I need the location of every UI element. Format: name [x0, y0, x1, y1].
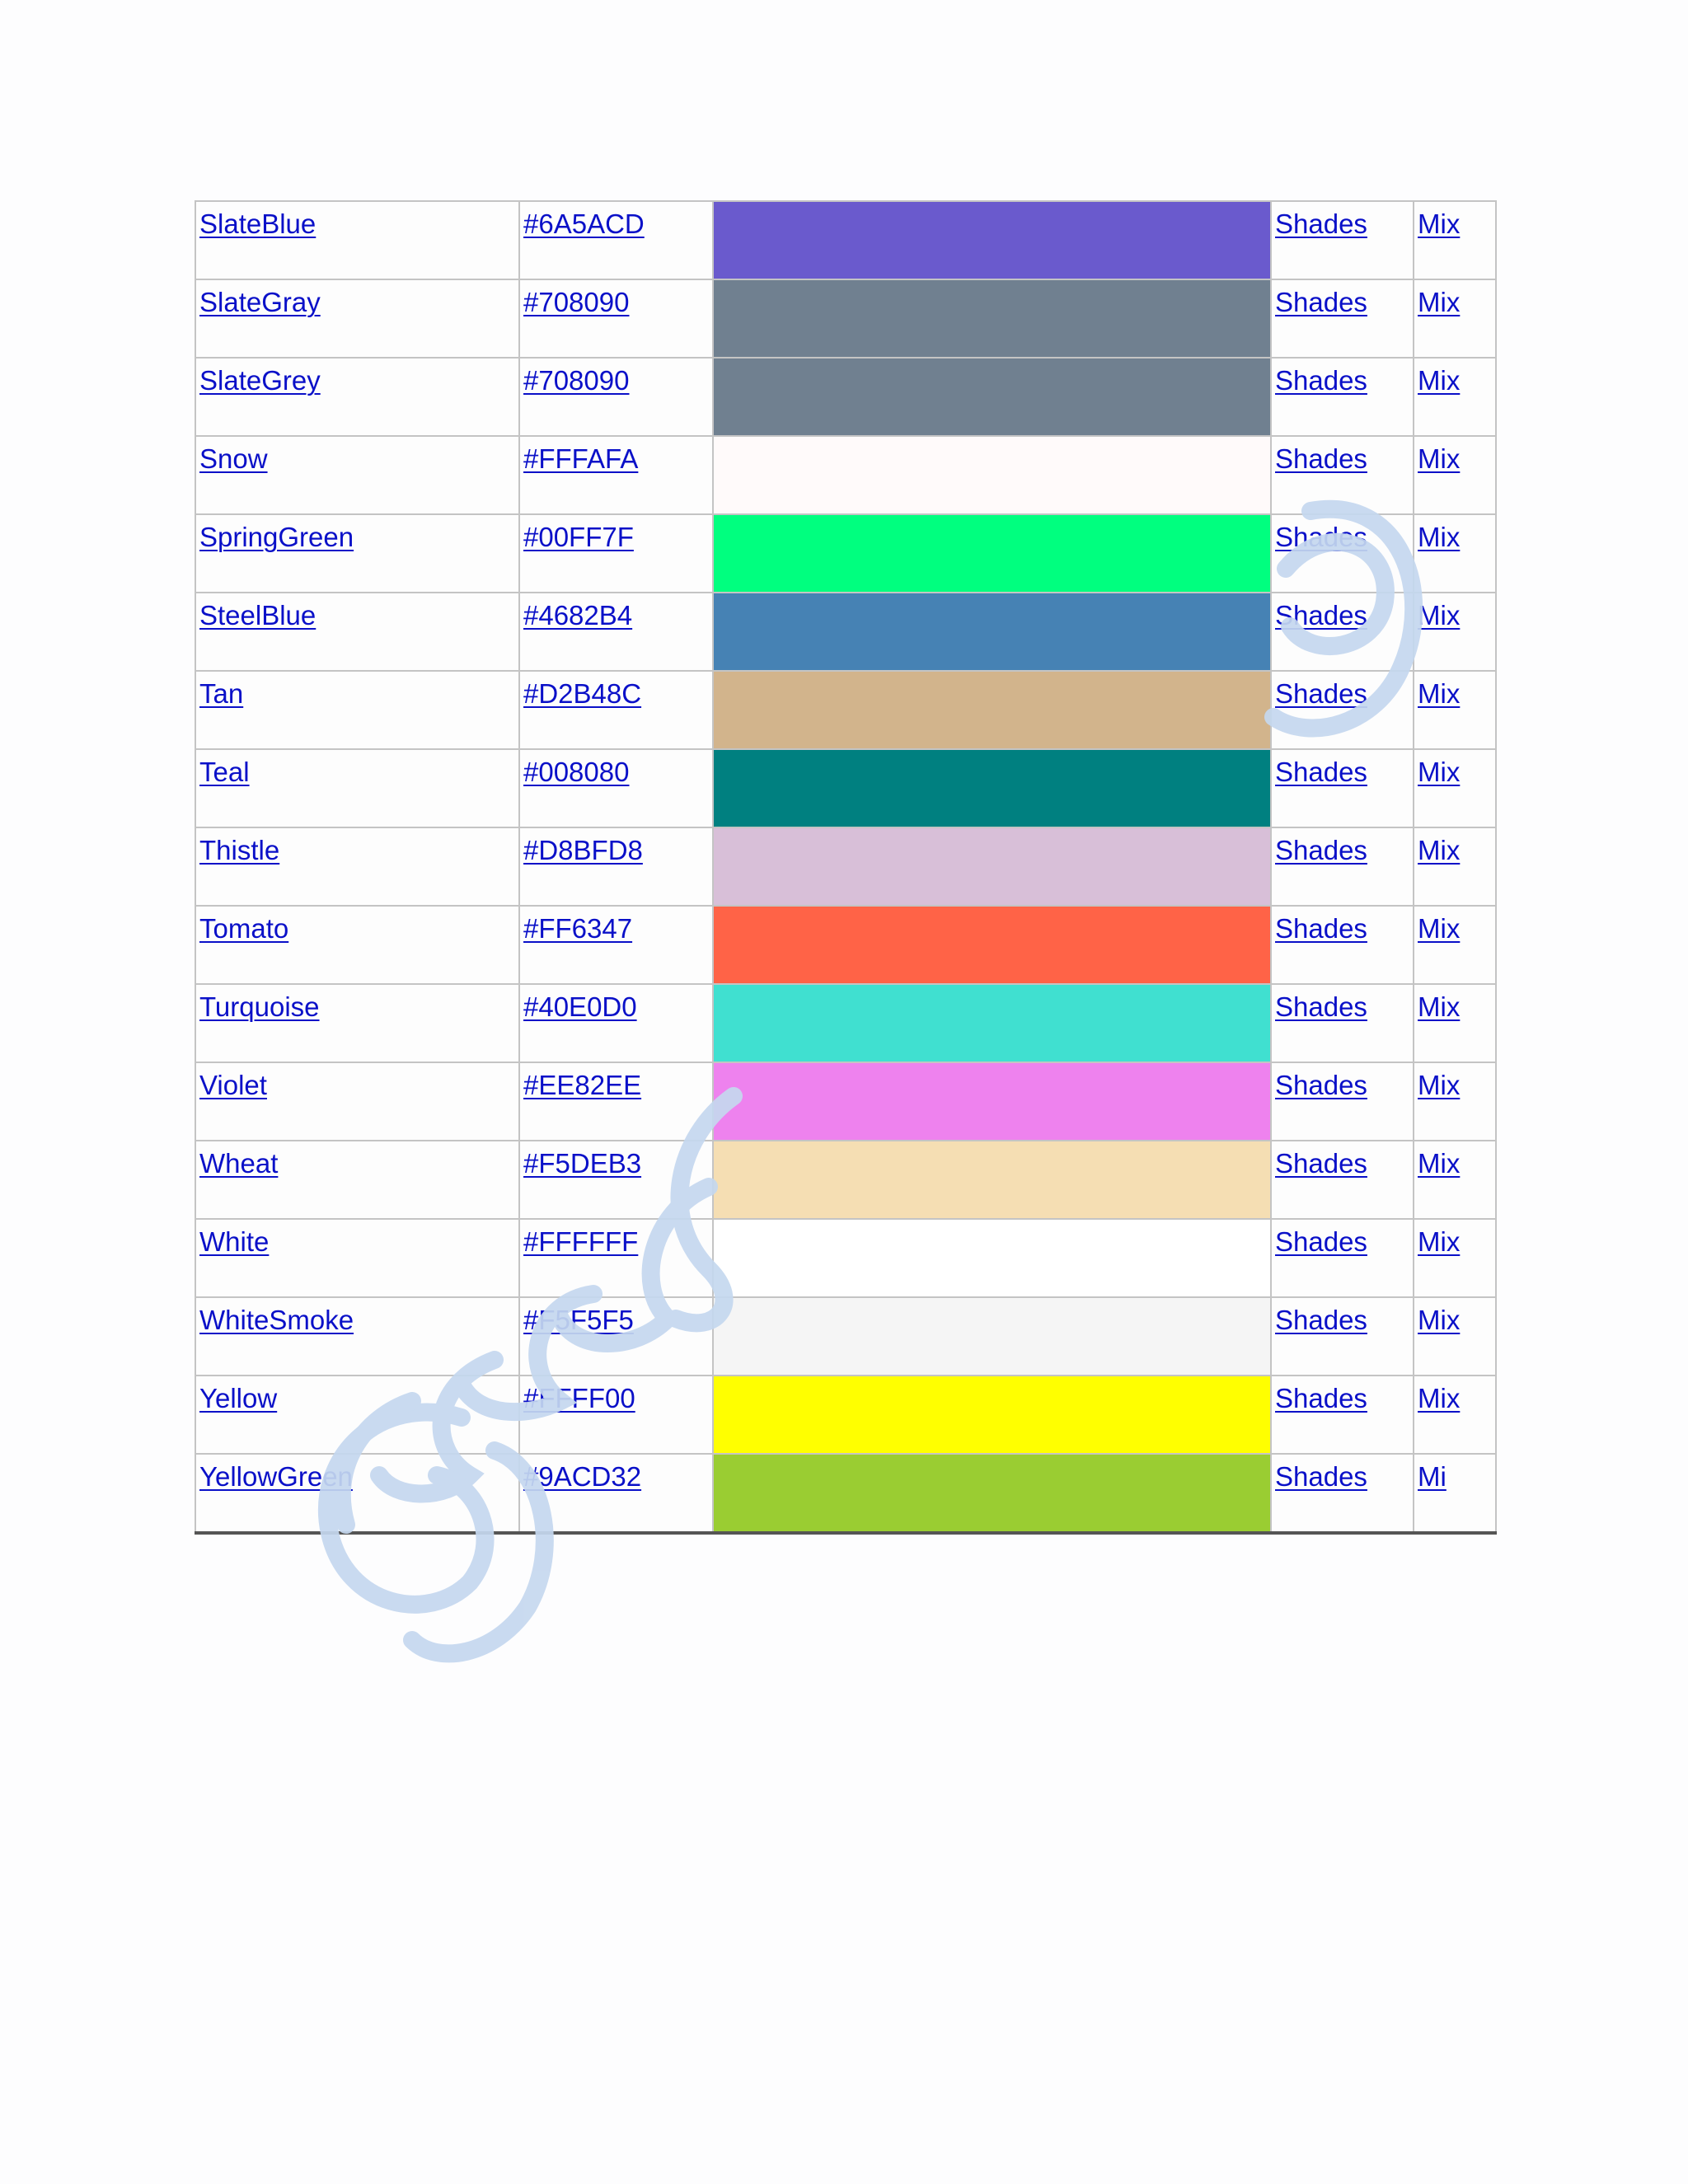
mix-link[interactable]: Mix [1418, 1383, 1461, 1413]
color-table-body [195, 201, 1496, 1533]
shades-cell [1271, 279, 1414, 358]
color-name-cell [195, 749, 519, 827]
hex-code-link[interactable]: #F5DEB3 [523, 1148, 642, 1179]
mix-link[interactable]: Mix [1418, 913, 1461, 944]
shades-cell [1271, 749, 1414, 827]
mix-link[interactable]: Mix [1418, 991, 1461, 1022]
color-swatch [714, 1220, 1270, 1296]
color-name-cell [195, 436, 519, 514]
color-name-cell [195, 1062, 519, 1141]
mix-cell [1414, 436, 1496, 514]
mix-cell [1414, 279, 1496, 358]
color-name-link[interactable]: Turquoise [199, 991, 320, 1022]
mix-cell [1414, 749, 1496, 827]
mix-link[interactable]: Mix [1418, 443, 1461, 474]
mix-link[interactable]: Mix [1418, 600, 1461, 630]
hex-code-link[interactable]: #FF6347 [523, 913, 633, 944]
color-name-cell [195, 279, 519, 358]
hex-code-link[interactable]: #EE82EE [523, 1070, 642, 1100]
color-name-cell [195, 1219, 519, 1297]
mix-cell [1414, 593, 1496, 671]
mix-link[interactable]: Mix [1418, 757, 1461, 787]
table-row [195, 201, 1496, 279]
swatch-cell [713, 1297, 1271, 1376]
mix-link[interactable]: Mi [1418, 1461, 1447, 1492]
swatch-cell [713, 1219, 1271, 1297]
hex-code-link[interactable]: #FFFFFF [523, 1226, 639, 1257]
table-row [195, 1062, 1496, 1141]
shades-cell [1271, 906, 1414, 984]
shades-link[interactable]: Shades [1275, 835, 1367, 865]
shades-link[interactable]: Shades [1275, 1383, 1367, 1413]
table-row [195, 827, 1496, 906]
hex-code-link[interactable]: #708090 [523, 287, 630, 317]
swatch-cell [713, 201, 1271, 279]
color-name-link[interactable]: SteelBlue [199, 600, 316, 630]
table-row [195, 593, 1496, 671]
swatch-cell [713, 1062, 1271, 1141]
mix-link[interactable]: Mix [1418, 209, 1461, 239]
color-name-link[interactable]: SpringGreen [199, 522, 354, 552]
table-row [195, 1454, 1496, 1533]
swatch-cell [713, 906, 1271, 984]
color-name-cell [195, 1297, 519, 1376]
table-row [195, 279, 1496, 358]
shades-link[interactable]: Shades [1275, 209, 1367, 239]
table-row [195, 436, 1496, 514]
swatch-cell [713, 1141, 1271, 1219]
mix-link[interactable]: Mix [1418, 1070, 1461, 1100]
shades-cell [1271, 1141, 1414, 1219]
color-swatch [714, 437, 1270, 513]
color-swatch [714, 280, 1270, 357]
shades-cell [1271, 1454, 1414, 1533]
shades-cell [1271, 436, 1414, 514]
swatch-cell [713, 436, 1271, 514]
mix-link[interactable]: Mix [1418, 678, 1461, 709]
mix-cell [1414, 514, 1496, 593]
color-name-cell [195, 827, 519, 906]
shades-cell [1271, 1297, 1414, 1376]
mix-cell [1414, 827, 1496, 906]
mix-cell [1414, 1062, 1496, 1141]
hex-code-cell [519, 1219, 713, 1297]
color-swatch [714, 1141, 1270, 1218]
hex-code-link[interactable]: #00FF7F [523, 522, 634, 552]
hex-code-cell [519, 749, 713, 827]
table-row [195, 984, 1496, 1062]
mix-link[interactable]: Mix [1418, 1226, 1461, 1257]
color-swatch [714, 985, 1270, 1062]
shades-link[interactable]: Shades [1275, 1070, 1367, 1100]
shades-link[interactable]: Shades [1275, 443, 1367, 474]
table-row [195, 1376, 1496, 1454]
hex-code-cell [519, 1062, 713, 1141]
hex-code-cell [519, 1454, 713, 1533]
swatch-cell [713, 984, 1271, 1062]
hex-code-cell [519, 279, 713, 358]
color-name-link[interactable]: SlateBlue [199, 209, 316, 239]
color-name-cell [195, 984, 519, 1062]
hex-code-cell [519, 201, 713, 279]
color-name-cell [195, 1454, 519, 1533]
hex-code-cell [519, 436, 713, 514]
color-swatch [714, 1298, 1270, 1375]
mix-cell [1414, 1454, 1496, 1533]
shades-link[interactable]: Shades [1275, 522, 1367, 552]
color-name-link[interactable]: Wheat [199, 1148, 279, 1179]
color-swatch [714, 1376, 1270, 1453]
table-row [195, 1141, 1496, 1219]
color-name-cell [195, 201, 519, 279]
hex-code-cell [519, 593, 713, 671]
hex-code-link[interactable]: #9ACD32 [523, 1461, 642, 1492]
color-name-link[interactable]: YellowGreen [199, 1461, 353, 1492]
mix-cell [1414, 1297, 1496, 1376]
shades-cell [1271, 358, 1414, 436]
color-name-link[interactable]: Thistle [199, 835, 280, 865]
hex-code-cell [519, 906, 713, 984]
table-row [195, 906, 1496, 984]
table-row [195, 1219, 1496, 1297]
hex-code-cell [519, 984, 713, 1062]
mix-link[interactable]: Mix [1418, 365, 1461, 396]
color-name-link[interactable]: Tan [199, 678, 244, 709]
hex-code-link[interactable]: #40E0D0 [523, 991, 637, 1022]
mix-cell [1414, 1141, 1496, 1219]
color-name-link[interactable]: SlateGray [199, 287, 321, 317]
color-swatch [714, 750, 1270, 827]
hex-code-cell [519, 671, 713, 749]
color-table [195, 200, 1497, 1535]
color-name-link[interactable]: SlateGrey [199, 365, 321, 396]
color-swatch [714, 907, 1270, 983]
mix-cell [1414, 201, 1496, 279]
color-name-link[interactable]: Violet [199, 1070, 267, 1100]
swatch-cell [713, 1454, 1271, 1533]
hex-code-link[interactable]: #D8BFD8 [523, 835, 643, 865]
shades-cell [1271, 984, 1414, 1062]
hex-code-link[interactable]: #708090 [523, 365, 630, 396]
shades-link[interactable]: Shades [1275, 678, 1367, 709]
hex-code-cell [519, 514, 713, 593]
swatch-cell [713, 671, 1271, 749]
mix-link[interactable]: Mix [1418, 1305, 1461, 1335]
shades-cell [1271, 593, 1414, 671]
hex-code-cell [519, 1376, 713, 1454]
shades-link[interactable]: Shades [1275, 365, 1367, 396]
shades-cell [1271, 201, 1414, 279]
shades-cell [1271, 1376, 1414, 1454]
shades-cell [1271, 514, 1414, 593]
mix-cell [1414, 358, 1496, 436]
table-row [195, 514, 1496, 593]
hex-code-link[interactable]: #FFFAFA [523, 443, 639, 474]
color-name-cell [195, 906, 519, 984]
color-swatch [714, 1455, 1270, 1531]
color-name-cell [195, 1376, 519, 1454]
hex-code-link[interactable]: #008080 [523, 757, 630, 787]
hex-code-cell [519, 1297, 713, 1376]
color-swatch [714, 828, 1270, 905]
swatch-cell [713, 358, 1271, 436]
shades-link[interactable]: Shades [1275, 600, 1367, 630]
mix-cell [1414, 906, 1496, 984]
hex-code-link[interactable]: #F5F5F5 [523, 1305, 634, 1335]
swatch-cell [713, 593, 1271, 671]
mix-cell [1414, 984, 1496, 1062]
color-name-cell [195, 1141, 519, 1219]
color-swatch [714, 202, 1270, 279]
hex-code-link[interactable]: #D2B48C [523, 678, 642, 709]
hex-code-link[interactable]: #FFFF00 [523, 1383, 635, 1413]
color-name-link[interactable]: Teal [199, 757, 250, 787]
shades-cell [1271, 1062, 1414, 1141]
mix-link[interactable]: Mix [1418, 287, 1461, 317]
color-swatch [714, 1063, 1270, 1140]
mix-cell [1414, 671, 1496, 749]
swatch-cell [713, 514, 1271, 593]
swatch-cell [713, 279, 1271, 358]
shades-link[interactable]: Shades [1275, 991, 1367, 1022]
hex-code-cell [519, 358, 713, 436]
table-row [195, 358, 1496, 436]
color-name-link[interactable]: Tomato [199, 913, 289, 944]
table-row [195, 1297, 1496, 1376]
hex-code-link[interactable]: #6A5ACD [523, 209, 645, 239]
mix-link[interactable]: Mix [1418, 1148, 1461, 1179]
mix-link[interactable]: Mix [1418, 522, 1461, 552]
shades-cell [1271, 1219, 1414, 1297]
table-row [195, 671, 1496, 749]
shades-link[interactable]: Shades [1275, 287, 1367, 317]
swatch-cell [713, 1376, 1271, 1454]
shades-cell [1271, 671, 1414, 749]
color-name-cell [195, 593, 519, 671]
shades-cell [1271, 827, 1414, 906]
color-name-cell [195, 671, 519, 749]
shades-link[interactable]: Shades [1275, 1148, 1367, 1179]
hex-code-cell [519, 827, 713, 906]
color-name-cell [195, 358, 519, 436]
color-swatch [714, 672, 1270, 748]
hex-code-link[interactable]: #4682B4 [523, 600, 633, 630]
mix-link[interactable]: Mix [1418, 835, 1461, 865]
shades-link[interactable]: Shades [1275, 1226, 1367, 1257]
color-swatch [714, 515, 1270, 592]
color-swatch [714, 359, 1270, 435]
hex-code-cell [519, 1141, 713, 1219]
shades-link[interactable]: Shades [1275, 913, 1367, 944]
table-row [195, 749, 1496, 827]
shades-link[interactable]: Shades [1275, 757, 1367, 787]
shades-link[interactable]: Shades [1275, 1305, 1367, 1335]
swatch-cell [713, 827, 1271, 906]
color-swatch [714, 593, 1270, 670]
color-name-link[interactable]: Snow [199, 443, 268, 474]
color-name-link[interactable]: WhiteSmoke [199, 1305, 354, 1335]
color-name-link[interactable]: Yellow [199, 1383, 278, 1413]
swatch-cell [713, 749, 1271, 827]
color-name-link[interactable]: White [199, 1226, 270, 1257]
shades-link[interactable]: Shades [1275, 1461, 1367, 1492]
mix-cell [1414, 1376, 1496, 1454]
color-name-cell [195, 514, 519, 593]
mix-cell [1414, 1219, 1496, 1297]
